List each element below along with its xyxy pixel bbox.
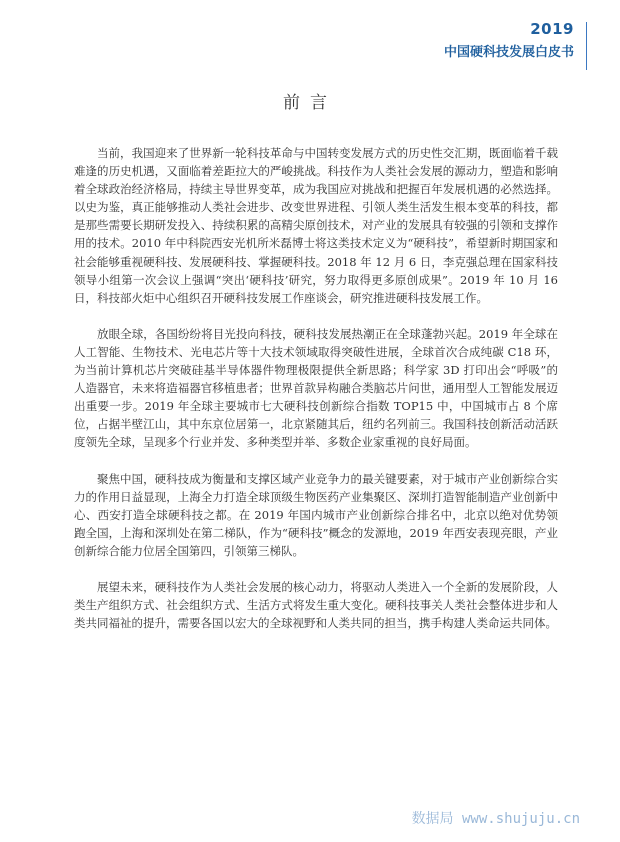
header-year: 2019 [530, 20, 574, 38]
paragraph: 放眼全球，各国纷纷将目光投向科技，硬科技发展热潮正在全球蓬勃兴起。2019 年全球在人工智能、生物技术、光电芯片等十大技术领域取得突破性进展，全球首次合成纯碳 C18 环，为当前计算机芯片突破硅基半导体器件物理极限提供全新思路；科学家 3D 打印出会“呼吸”的人造器官，未来将造福器官移植患者；世界首款异构融合类脑芯片问世，通用型人工智能发展迈出重要一步。2019 年全球主要城市七大硬科技创新综合指数 TOP15 中，中国城市占 8 个席位，占据半壁江山，其中东京位居第一，北京紧随其后，纽约名列前三。我国科技创新活动活跃度领先全球，呈现多个行业并发、多种类型并举、多数企业家重视的良好局面。 [74, 326, 558, 450]
paragraph: 展望未来，硬科技作为人类社会发展的核心动力，将驱动人类进入一个全新的发展阶段，人类生产组织方式、社会组织方式、生活方式将发生重大变化。硬科技事关人类社会整体进步和人类共同福祉的提升，需要各国以宏大的全球视野和人类共同的担当，携手构建人类命运共同体。 [74, 579, 558, 631]
header-subtitle: 中国硬科技发展白皮书 [443, 45, 574, 60]
page-title: 前言 [283, 93, 337, 113]
watermark: 数据局 www.shujuju.cn [411, 811, 580, 827]
paragraph: 当前，我国迎来了世界新一轮科技革命与中国转变发展方式的历史性交汇期，既面临着千载难逢的历史机遇，又面临着差距拉大的严峻挑战。科技作为人类社会发展的源动力，塑造和影响着全球政治经济格局，持续主导世界变革，成为我国应对挑战和把握百年发展机遇的必然选择。以史为鉴，真正能够推动人类社会进步、改变世界进程、引领人类生活发生根本变革的科技，都是那些需要长期研发投入、持续积累的高精尖原创技术，对产业的发展具有较强的引领和支撑作用的技术。2010 年中科院西安光机所米磊博士将这类技术定义为“硬科技”，希望新时期国家和社会能够重视硬科技、发展硬科技、掌握硬科技。2018 年 12 月 6 日，李克强总理在国家科技领导小组第一次会议上强调“突出‘硬科技’研究，努力取得更多原创成果”。2019 年 10 月 16 日，科技部火炬中心组织召开硬科技发展工作座谈会，研究推进硬科技发展工作。 [74, 146, 558, 305]
paragraph: 聚焦中国，硬科技成为衡量和支撑区域产业竞争力的最关键要素，对于城市产业创新综合实力的作用日益显现，上海全力打造全球顶级生物医药产业集聚区、深圳打造智能制造产业创新中心、西安打造全球硬科技之都。在 2019 年国内城市产业创新综合排名中，北京以绝对优势领跑全国，上海和深圳处在第二梯队，作为“硬科技”概念的发源地，2019 年西安表现亮眼，产业创新综合能力位居全国第四，引领第三梯队。 [74, 471, 558, 558]
body-text [74, 144, 558, 650]
running-header [444, 20, 574, 60]
header-divider [586, 22, 587, 70]
